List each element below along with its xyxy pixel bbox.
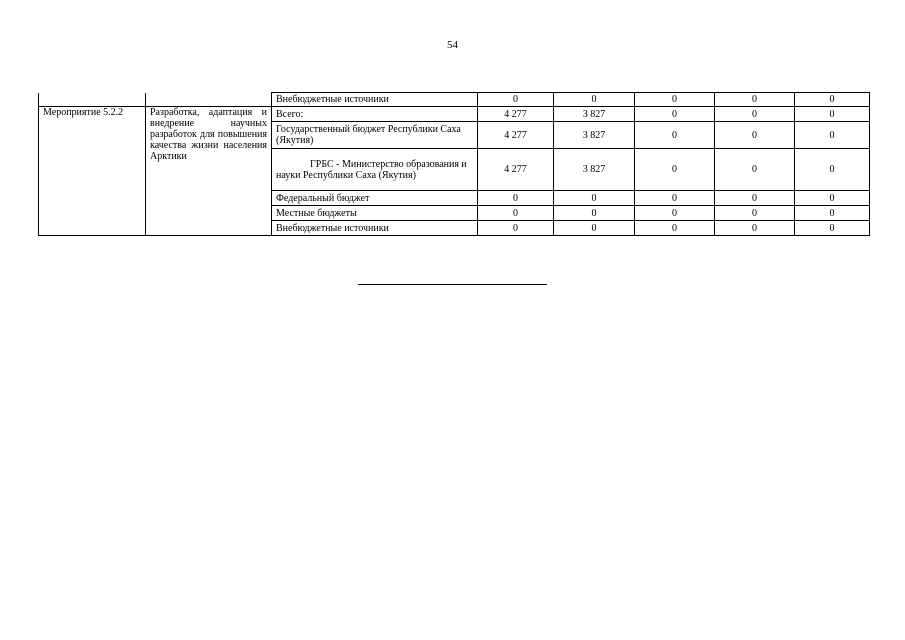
value-cell: 0 [635,221,715,236]
value-cell: 4 277 [478,149,554,191]
table-row [39,107,870,122]
budget-table [38,92,870,236]
value-cell: 0 [715,93,795,107]
value-cell: 4 277 [478,122,554,149]
funding-source: Государственный бюджет Республики Саха (Якутия) [272,122,478,149]
page-number: 54 [447,39,458,51]
funding-source: Внебюджетные источники [272,221,478,236]
value-cell: 0 [635,206,715,221]
value-cell: 0 [554,206,635,221]
value-cell: 0 [478,221,554,236]
value-cell: 0 [795,221,870,236]
funding-source: Всего: [272,107,478,122]
value-cell: 0 [478,93,554,107]
empty-code-cell [39,93,146,107]
value-cell: 0 [554,221,635,236]
value-cell: 0 [795,122,870,149]
value-cell: 0 [635,93,715,107]
value-cell: 0 [715,221,795,236]
funding-source: Федеральный бюджет [272,191,478,206]
value-cell: 0 [635,149,715,191]
value-cell: 0 [795,93,870,107]
value-cell: 0 [635,122,715,149]
value-cell: 0 [554,191,635,206]
value-cell: 0 [795,107,870,122]
measure-name: Разработка, адаптация и внедрение научных разработок для повышения качества жизни населения Арктики [146,107,272,236]
value-cell: 0 [635,107,715,122]
value-cell: 3 827 [554,122,635,149]
value-cell: 0 [715,107,795,122]
value-cell: 0 [795,191,870,206]
measure-code: Мероприятие 5.2.2 [39,107,146,236]
funding-source: Внебюджетные источники [272,93,478,107]
value-cell: 0 [795,149,870,191]
empty-name-cell [146,93,272,107]
value-cell: 4 277 [478,107,554,122]
footer-separator-line [358,284,547,285]
value-cell: 0 [478,191,554,206]
value-cell: 0 [715,206,795,221]
funding-source: Местные бюджеты [272,206,478,221]
funding-source: ГРБС - Министерство образования и науки Республики Саха (Якутия) [272,149,478,191]
value-cell: 0 [715,191,795,206]
value-cell: 0 [635,191,715,206]
value-cell: 3 827 [554,149,635,191]
value-cell: 3 827 [554,107,635,122]
value-cell: 0 [554,93,635,107]
value-cell: 0 [715,122,795,149]
table-row [39,93,870,107]
value-cell: 0 [715,149,795,191]
value-cell: 0 [795,206,870,221]
value-cell: 0 [478,206,554,221]
